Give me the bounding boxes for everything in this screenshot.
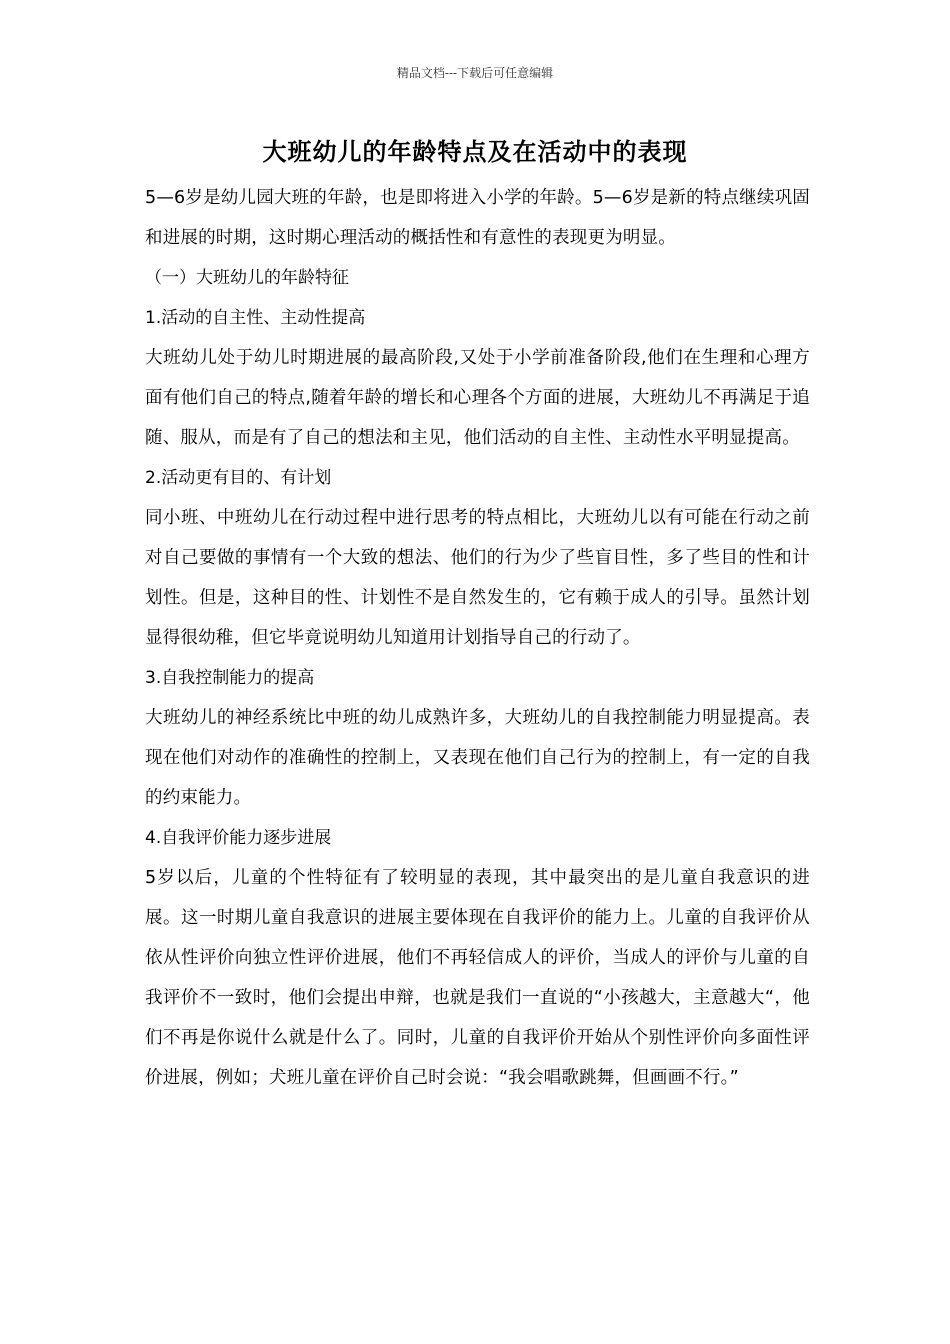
item-heading-1: 1.活动的自主性、主动性提高 [145,308,366,328]
item-heading-4: 4.自我评价能力逐步进展 [145,828,332,848]
item-paragraph-1: 大班幼儿处于幼儿时期进展的最高阶段,又处于小学前准备阶段,他们在生理和心理方面有他们自己的特点,随着年龄的增长和心理各个方面的进展，大班幼儿不再满足于追随、服从，而是有了自己的想法和主见，他们活动的自主性、主动性水平明显提高。 [145,348,810,448]
item-paragraph-4: 5岁以后，儿童的个性特征有了较明显的表现，其中最突出的是儿童自我意识的进展。这一时期儿童自我意识的进展主要体现在自我评价的能力上。儿童的自我评价从依从性评价向独立性评价进展，他们不再轻信成人的评价，当成人的评价与儿童的自我评价不一致时，他们会提出申辩，也就是我们一直说的“小孩越大，主意越大“，他们不再是你说什么就是什么了。同时，儿童的自我评价开始从个别性评价向多面性评价进展，例如；犬班儿童在评价自己时会说：“我会唱歌跳舞，但画画不行。” [145,868,810,1088]
document-title: 大班幼儿的年龄特点及在活动中的表现 [262,138,688,166]
item-paragraph-3: 大班幼儿的神经系统比中班的幼儿成熟许多，大班幼儿的自我控制能力明显提高。表现在他们对动作的准确性的控制上，又表现在他们自己行为的控制上，有一定的自我的约束能力。 [145,708,810,808]
intro-paragraph: 5—6岁是幼儿园大班的年龄，也是即将进入小学的年龄。5—6岁是新的特点继续巩固和进展的时期，这时期心理活动的概括性和有意性的表现更为明显。 [145,188,810,248]
item-heading-3: 3.自我控制能力的提高 [145,668,315,688]
header-note: 精品文档---下载后可任意编辑 [396,66,554,80]
document-body [145,178,810,1098]
item-heading-2: 2.活动更有目的、有计划 [145,468,332,488]
section-heading: （一）大班幼儿的年龄特征 [145,268,349,288]
item-paragraph-2: 同小班、中班幼儿在行动过程中进行思考的特点相比，大班幼儿以有可能在行动之前对自己要做的事情有一个大致的想法、他们的行为少了些盲目性，多了些目的性和计划性。但是，这种目的性、计划性不是自然发生的，它有赖于成人的引导。虽然计划显得很幼稚，但它毕竟说明幼儿知道用计划指导自己的行动了。 [145,508,810,648]
